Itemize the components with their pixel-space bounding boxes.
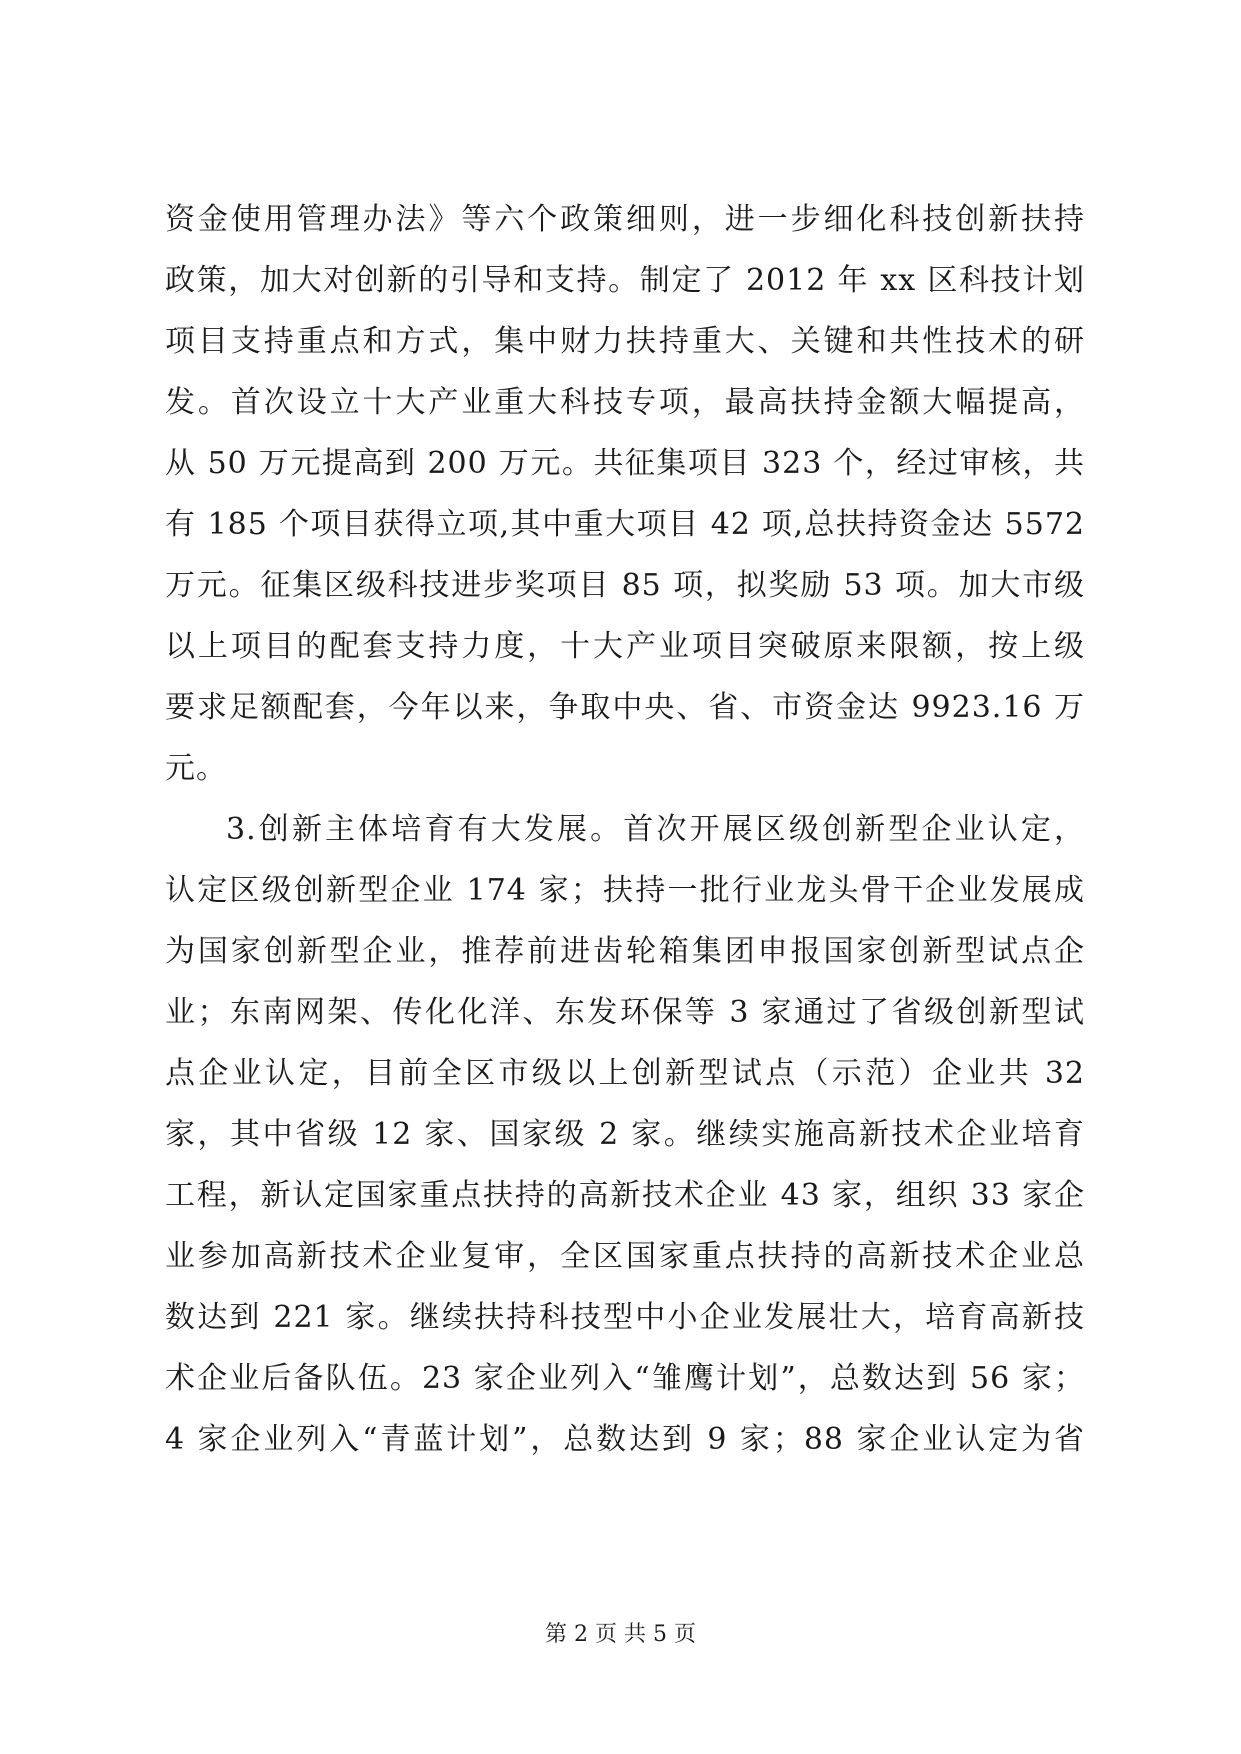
text-line-20: 术企业后备队伍。23 家企业列入“雏鹰计划”，总数达到 56 家； <box>165 1361 1085 1396</box>
text-line-9: 要求足额配套，今年以来，争取中央、省、市资金达 9923.16 万 <box>165 690 1085 725</box>
text-line-14: 业；东南网架、传化化洋、东发环保等 3 家通过了省级创新型试 <box>165 995 1085 1030</box>
text-line-8: 以上项目的配套支持力度，十大产业项目突破原来限额，按上级 <box>165 629 1085 664</box>
text-line-15: 点企业认定，目前全区市级以上创新型试点（示范）企业共 32 <box>165 1056 1085 1091</box>
page-footer: 第 2 页 共 5 页 <box>545 1622 696 1647</box>
text-line-4: 发。首次设立十大产业重大科技专项，最高扶持金额大幅提高， <box>165 385 1085 420</box>
text-line-3: 项目支持重点和方式，集中财力扶持重大、关键和共性技术的研 <box>165 324 1085 359</box>
text-line-1: 资金使用管理办法》等六个政策细则，进一步细化科技创新扶持 <box>165 202 1085 237</box>
text-line-7: 万元。征集区级科技进步奖项目 85 项，拟奖励 53 项。加大市级 <box>165 568 1085 603</box>
text-line-5: 从 50 万元提高到 200 万元。共征集项目 323 个，经过审核，共 <box>165 446 1085 481</box>
text-line-6: 有 185 个项目获得立项,其中重大项目 42 项,总扶持资金达 5572 <box>165 507 1085 542</box>
text-line-18: 业参加高新技术企业复审，全区国家重点扶持的高新技术企业总 <box>165 1239 1085 1274</box>
text-line-2: 政策，加大对创新的引导和支持。制定了 2012 年 xx 区科技计划 <box>165 263 1085 298</box>
text-line-13: 为国家创新型企业，推荐前进齿轮箱集团申报国家创新型试点企 <box>165 934 1085 969</box>
text-line-12: 认定区级创新型企业 174 家；扶持一批行业龙头骨干企业发展成 <box>165 873 1085 908</box>
text-line-10: 元。 <box>165 751 227 786</box>
text-line-16: 家，其中省级 12 家、国家级 2 家。继续实施高新技术企业培育 <box>165 1117 1085 1152</box>
text-line-17: 工程，新认定国家重点扶持的高新技术企业 43 家，组织 33 家企 <box>165 1178 1085 1213</box>
text-line-21: 4 家企业列入“青蓝计划”，总数达到 9 家；88 家企业认定为省 <box>165 1422 1085 1457</box>
text-line-19: 数达到 221 家。继续扶持科技型中小企业发展壮大，培育高新技 <box>165 1300 1085 1335</box>
text-line-11: 3.创新主体培育有大发展。首次开展区级创新型企业认定， <box>226 812 1085 847</box>
